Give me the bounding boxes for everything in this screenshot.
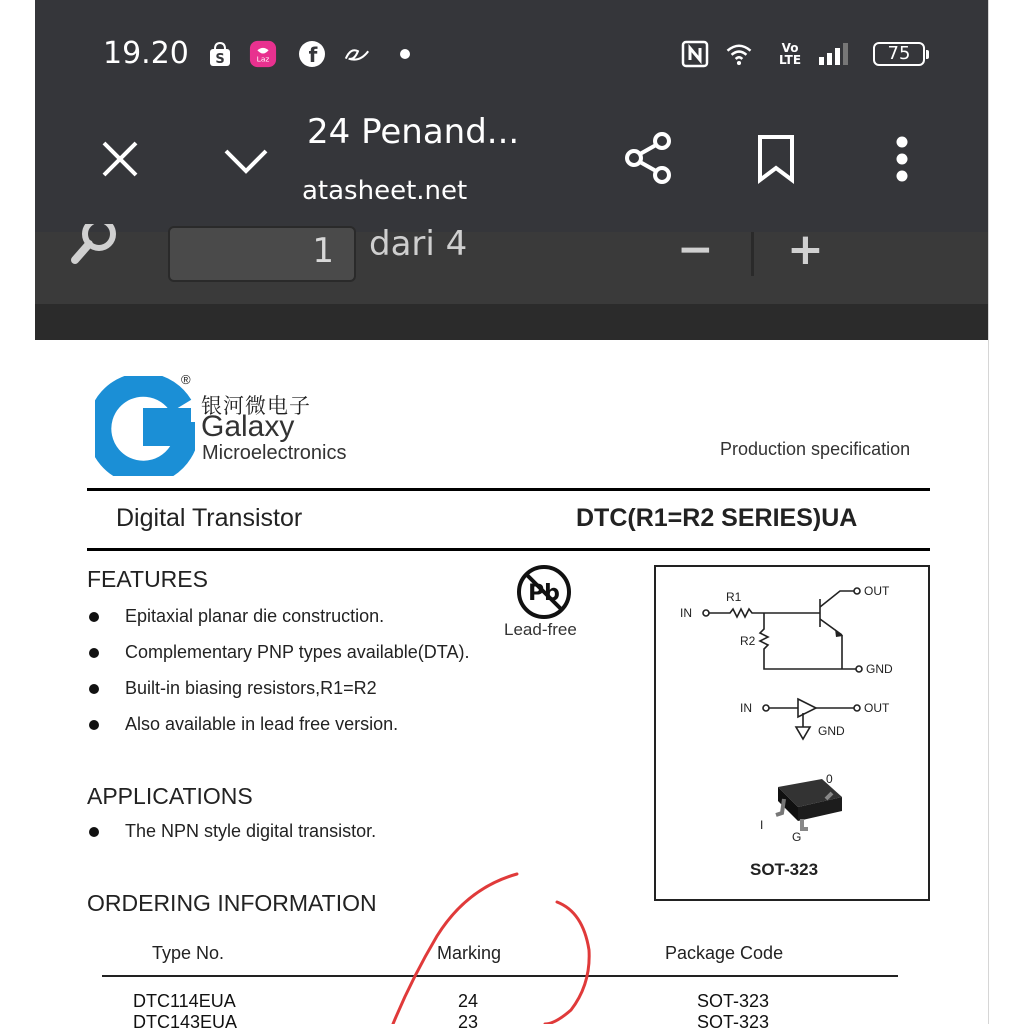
signal-icon: [817, 40, 857, 68]
table-cell: DTC143EUA: [133, 1012, 238, 1032]
table-cell: SOT-323: [697, 991, 770, 1011]
lead-free-label: Lead-free: [504, 620, 577, 639]
more-icon[interactable]: [887, 134, 917, 184]
circuit-gnd-label-2: GND: [818, 724, 845, 738]
header-rule-top: [87, 488, 930, 491]
zoom-in-button[interactable]: +: [787, 224, 824, 275]
lead-free-symbol: Pb: [528, 581, 560, 606]
page-title[interactable]: 24 Penand...: [307, 112, 520, 152]
circuit-diagram: [654, 565, 930, 901]
table-cell: DTC114EUA: [133, 991, 236, 1011]
status-time: 19.20: [103, 36, 189, 71]
table-cell: SOT-323: [697, 1012, 770, 1032]
sot323-package-icon: [776, 779, 842, 829]
table-cell: 24: [458, 991, 479, 1011]
wifi-icon: [725, 40, 753, 68]
part-series: DTC(R1=R2 SERIES)UA: [576, 504, 858, 532]
bullet-icon: [89, 648, 99, 658]
feature-text: Complementary PNP types available(DTA).: [125, 642, 470, 662]
features-heading: FEATURES: [87, 566, 208, 592]
circuit-r2-label: R2: [740, 634, 756, 648]
table-header-package: Package Code: [665, 943, 784, 963]
feature-item: [87, 642, 469, 663]
lead-free-icon: [516, 564, 572, 620]
bullet-icon: [89, 612, 99, 622]
table-header-type: Type No.: [152, 943, 225, 963]
bullet-icon: [89, 827, 99, 837]
pdf-page: [35, 340, 987, 1032]
chevron-down-icon[interactable]: [221, 140, 271, 180]
volte-label: Vo LTE: [778, 41, 802, 67]
circuit-gnd-label: GND: [866, 662, 893, 676]
svg-text:f: f: [308, 43, 318, 67]
lazada-icon: [249, 40, 277, 68]
pin-label: 0: [826, 772, 833, 786]
page-number-input[interactable]: 1: [168, 226, 356, 282]
feature-item: [87, 606, 384, 627]
nfc-icon: [681, 40, 709, 68]
feature-item: [87, 714, 398, 735]
facebook-icon: [298, 40, 326, 68]
left-margin: [0, 0, 35, 1024]
circuit-out-label: OUT: [864, 584, 890, 598]
pdf-toolbar: [35, 224, 988, 340]
page-url[interactable]: atasheet.net: [302, 176, 468, 206]
production-spec: Production specification: [720, 439, 911, 459]
table-header-marking: Marking: [437, 943, 502, 963]
pin-label: G: [792, 830, 802, 844]
doc-title: Digital Transistor: [116, 504, 303, 532]
ordering-heading: ORDERING INFORMATION: [87, 890, 377, 916]
bookmark-icon[interactable]: [755, 134, 797, 184]
circuit-out-label-2: OUT: [864, 701, 890, 715]
feature-text: Epitaxial planar die construction.: [125, 606, 385, 626]
table-cell: 23: [458, 1012, 479, 1032]
volte-icon: [773, 40, 807, 68]
application-text: The NPN style digital transistor.: [125, 821, 377, 841]
svg-text:Laz: Laz: [256, 54, 270, 64]
logo-chinese: 银河微电子: [201, 394, 311, 418]
red-annotation-mark: [375, 860, 615, 1024]
dot-icon: [391, 40, 419, 68]
application-item: [87, 821, 376, 842]
page-count-label: dari 4: [369, 224, 468, 264]
close-icon[interactable]: [97, 136, 143, 182]
package-label: SOT-323: [750, 860, 819, 879]
feature-item: [87, 678, 377, 699]
bullet-icon: [89, 720, 99, 730]
svg-text:S: S: [215, 52, 225, 67]
right-margin: [988, 0, 1024, 1024]
pdf-toolbar-shadow: [35, 304, 988, 340]
zoom-divider: [751, 232, 754, 276]
search-icon[interactable]: [69, 224, 121, 272]
zoom-out-button[interactable]: −: [677, 224, 714, 275]
circuit-r1-label: R1: [726, 590, 742, 604]
status-bar: [35, 0, 988, 100]
ali-icon: [343, 40, 371, 68]
pin-label: I: [760, 818, 764, 832]
applications-heading: APPLICATIONS: [87, 783, 253, 809]
battery-icon: 75: [873, 42, 925, 66]
feature-text: Also available in lead free version.: [125, 714, 399, 734]
bullet-icon: [89, 684, 99, 694]
galaxy-logo-icon: [95, 376, 195, 476]
feature-text: Built-in biasing resistors,R1=R2: [125, 678, 377, 698]
header-rule-bottom: [87, 548, 930, 551]
registered-mark: ®: [181, 372, 191, 387]
circuit-in-label-2: IN: [740, 701, 752, 715]
circuit-in-label: IN: [680, 606, 692, 620]
share-icon[interactable]: [623, 130, 675, 186]
logo-name: Galaxy: [201, 410, 295, 443]
shopee-icon: [206, 40, 234, 68]
logo-sub: Microelectronics: [202, 442, 347, 464]
